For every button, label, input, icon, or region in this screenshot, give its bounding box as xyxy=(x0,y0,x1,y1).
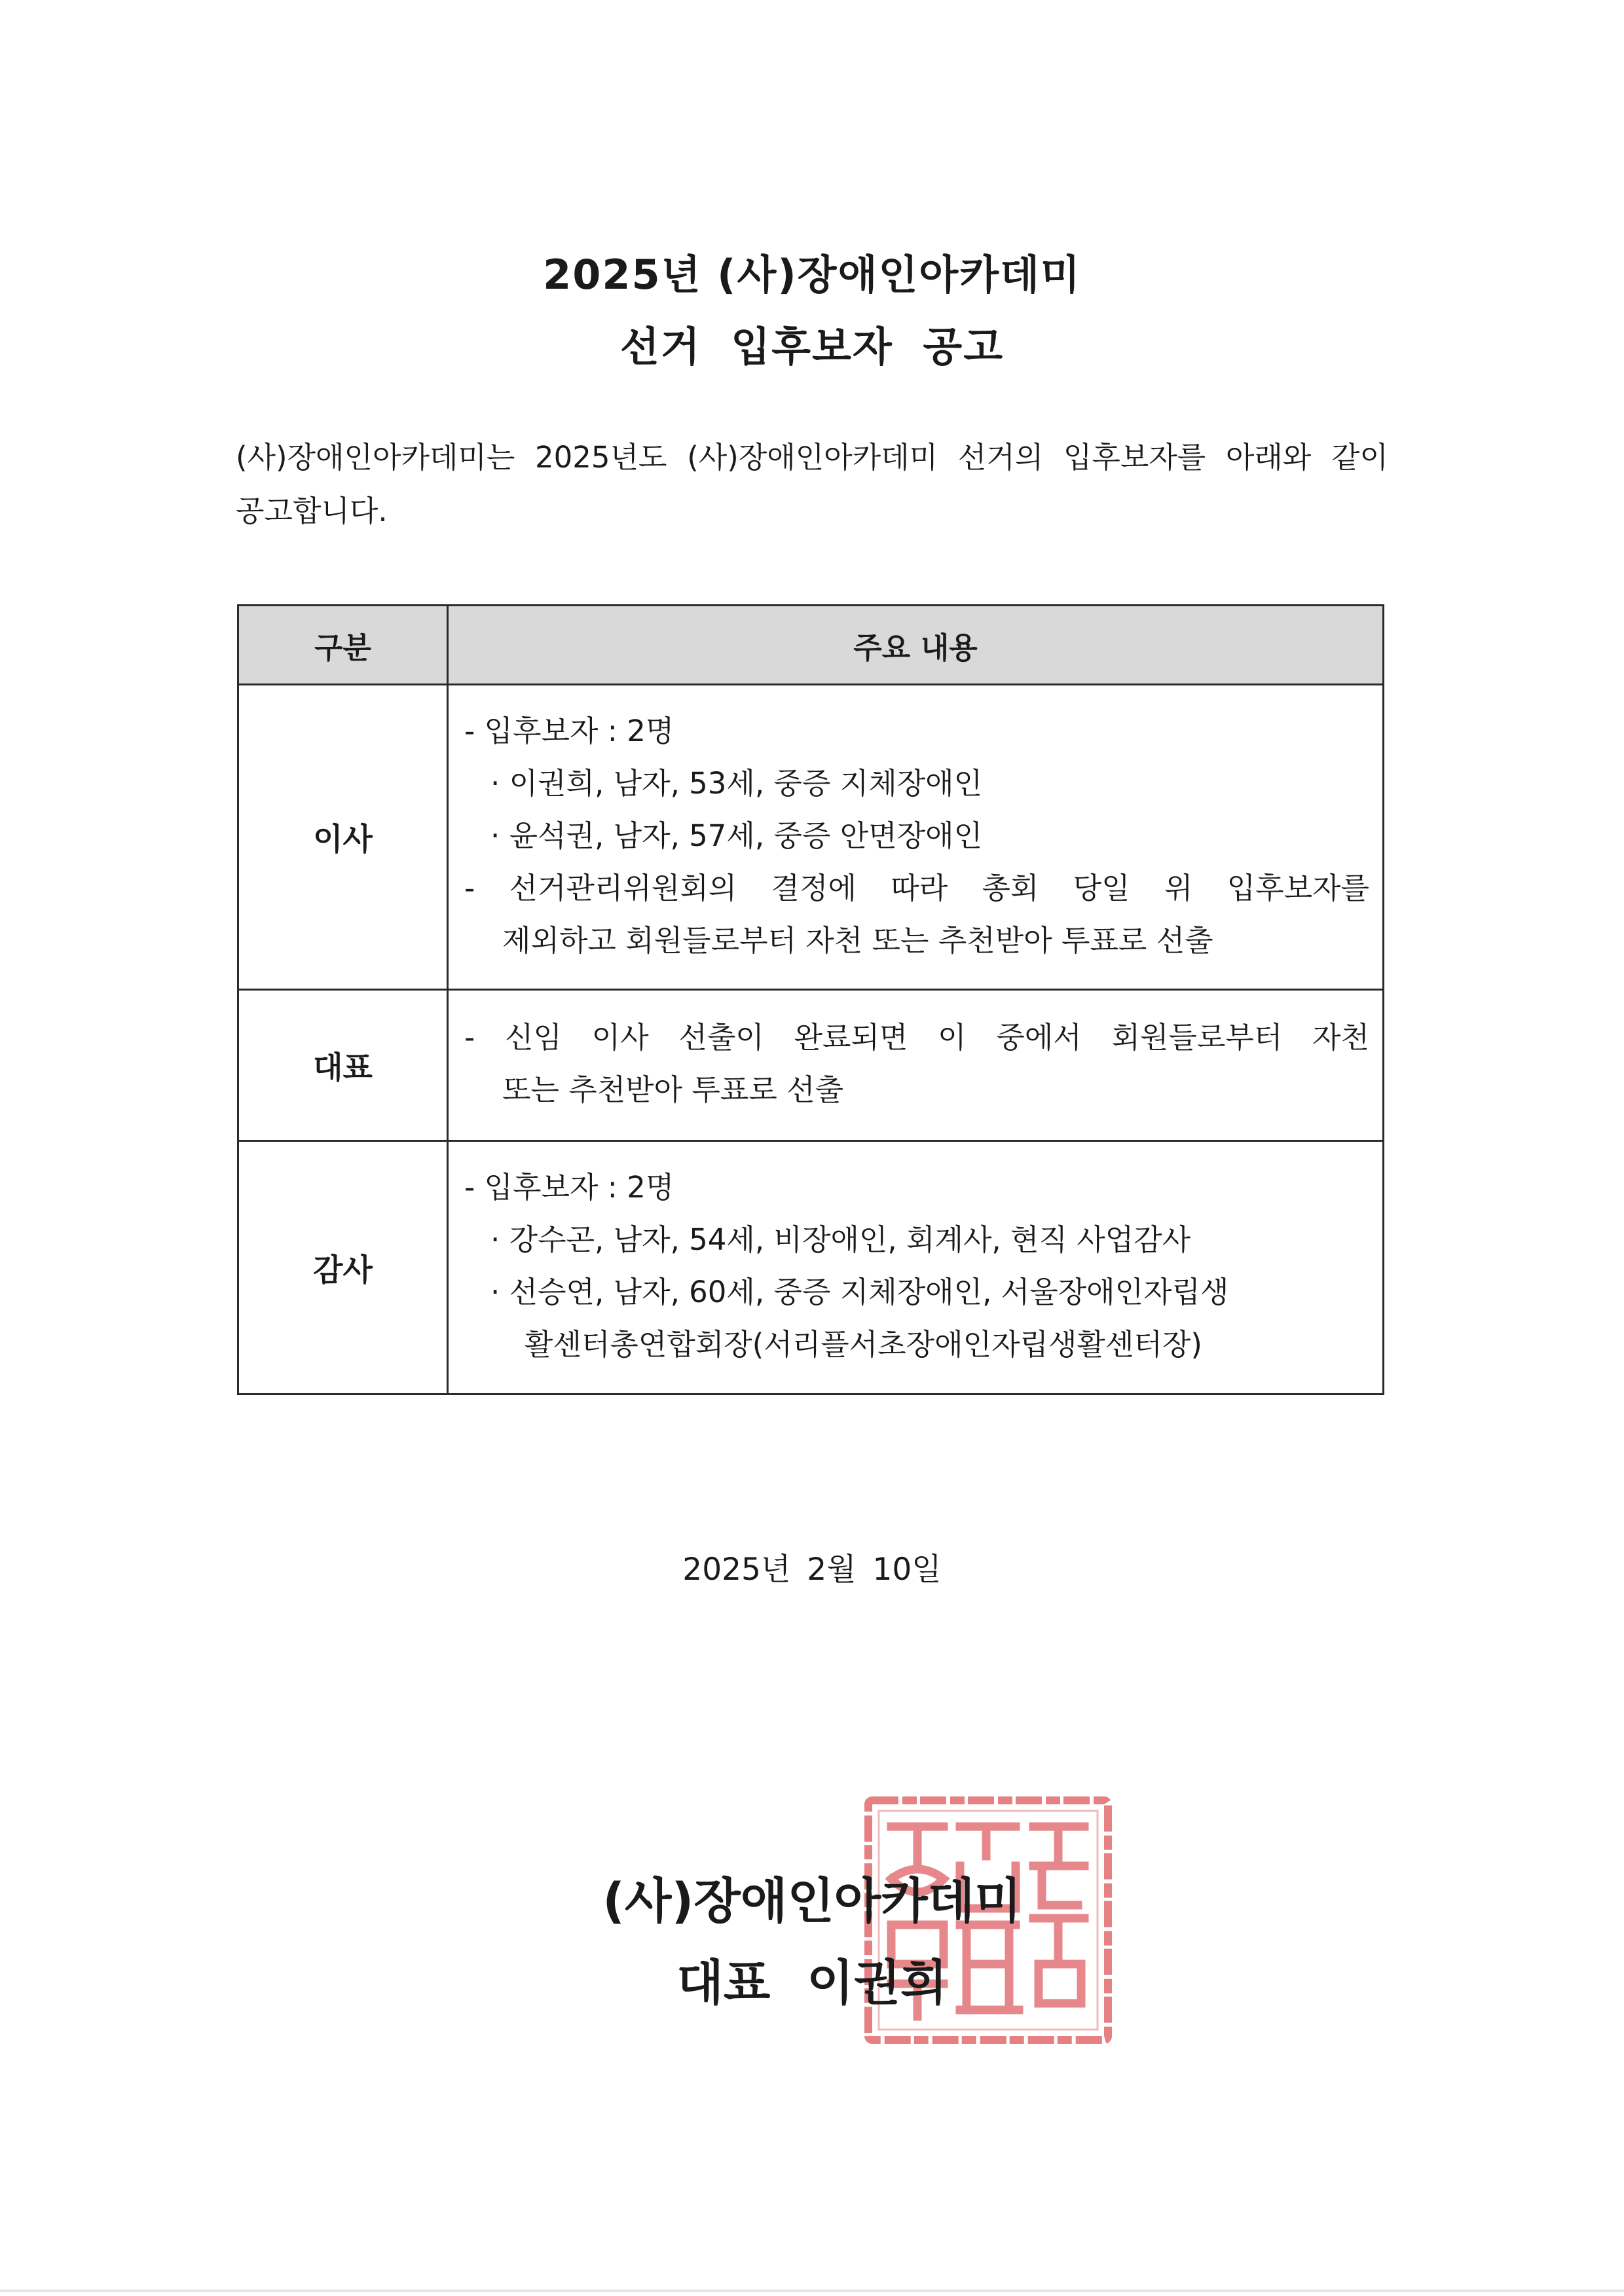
content-line: 제외하고 회원들로부터 자천 또는 추천받아 투표로 선출 xyxy=(502,922,1213,958)
header-category: 구분 xyxy=(238,606,448,685)
signature-representative: 대표 이권희 xyxy=(676,1955,948,2011)
table-row-director xyxy=(238,685,1384,990)
header-content: 주요 내용 xyxy=(448,606,1384,685)
content-line: · 강수곤, 남자, 54세, 비장애인, 회계사, 현직 사업감사 xyxy=(490,1222,1191,1257)
content-line: 또는 추천받아 투표로 선출 xyxy=(502,1072,844,1107)
content-line: · 윤석권, 남자, 57세, 중증 안면장애인 xyxy=(490,818,983,853)
table-row-representative xyxy=(238,990,1384,1141)
scan-edge-divider xyxy=(0,2289,1624,2292)
notice-date: 2025년 2월 10일 xyxy=(682,1552,942,1588)
content-line: · 이권희, 남자, 53세, 중증 지체장애인 xyxy=(490,765,983,801)
content-line: - 선거관리위원회의 결정에 따라 총회 당일 위 입후보자를 xyxy=(464,870,1369,905)
intro-text-line-2: 공고합니다. xyxy=(236,494,388,528)
intro-text-line-1: (사)장애인아카데미는 2025년도 (사)장애인아카데미 선거의 입후보자를 아래와 같이 xyxy=(236,440,1388,475)
table-row-auditor xyxy=(238,1141,1384,1394)
content-line: 활센터총연합회장(서리플서초장애인자립생활센터장) xyxy=(525,1327,1202,1362)
row-content xyxy=(448,685,1384,990)
row-category: 감사 xyxy=(238,1141,448,1394)
document-subtitle: 선거 입후보자 공고 xyxy=(619,323,1005,371)
content-line: · 선승연, 남자, 60세, 중증 지체장애인, 서울장애인자립생 xyxy=(490,1275,1229,1309)
row-content xyxy=(448,990,1384,1141)
row-category: 대표 xyxy=(238,990,448,1141)
content-line: - 신임 이사 선출이 완료되면 이 중에서 회원들로부터 자천 xyxy=(464,1020,1369,1055)
content-line: - 입후보자 : 2명 xyxy=(464,713,674,748)
document-title: 2025년 (사)장애인아카데미 xyxy=(543,251,1081,299)
candidates-table xyxy=(237,604,1384,1395)
table-header-row xyxy=(238,606,1384,685)
row-content xyxy=(448,1141,1384,1394)
content-line: - 입후보자 : 2명 xyxy=(464,1170,674,1205)
row-category: 이사 xyxy=(238,685,448,990)
signature-organization: (사)장애인아카데미 xyxy=(602,1873,1022,1929)
